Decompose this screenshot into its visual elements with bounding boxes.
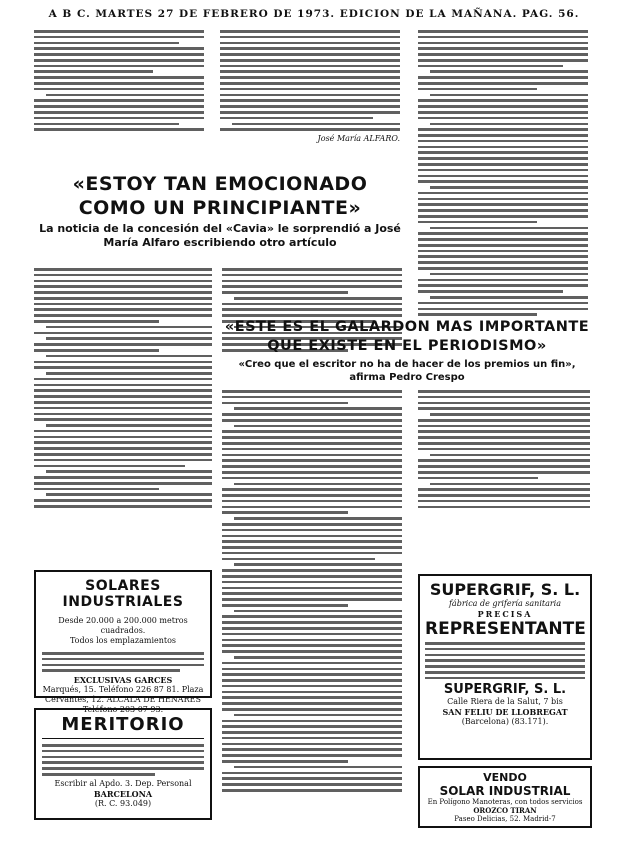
vendo-line3: En Polígono Manoteras, con todos servicios xyxy=(427,798,583,806)
vendo-line1: VENDO xyxy=(483,771,527,784)
solares-company: EXCLUSIVAS GARCES xyxy=(73,675,173,686)
meritorio-title: MERITORIO xyxy=(42,714,204,739)
headline-2: «ESTE ES EL GALARDON MAS IMPORTANTE QUE EXISTE EN EL PERIODISMO» xyxy=(224,319,590,354)
right-column-top xyxy=(418,30,588,319)
solares-phone: Teléfono 203 07 93. xyxy=(82,705,164,715)
page-header: A B C. MARTES 27 DE FEBRERO DE 1973. EDICION DE LA MAÑANA. PAG. 56. xyxy=(48,8,580,20)
supergrif-region: (Barcelona) (83.171). xyxy=(461,717,549,727)
solares-line2: Todos los emplazamientos xyxy=(69,636,177,645)
meritorio-ref: (R. C. 93.049) xyxy=(94,798,152,808)
subhead-2: «Creo que el escritor no ha de hacer de los premios un fin», afirma Pedro Crespo xyxy=(238,359,576,383)
supergrif-subtitle: fábrica de grifería sanitaria xyxy=(448,599,562,608)
ad-meritorio xyxy=(34,708,212,820)
article2-col-middle xyxy=(222,390,402,795)
article1-col-left xyxy=(34,268,212,511)
ad-supergrif xyxy=(418,574,592,760)
top-middle-column xyxy=(220,30,400,143)
solares-address: Marqués, 15. Teléfono 226 87 81. Plaza Cervantes, 12. ALCALA DE HENARES xyxy=(42,685,204,705)
article2-col-right xyxy=(418,390,590,511)
vendo-line2: SOLAR INDUSTRIAL xyxy=(439,784,571,798)
supergrif-city: SAN FELIU DE LLOBREGAT xyxy=(442,707,568,718)
supergrif-needs: PRECISA xyxy=(477,609,533,619)
meritorio-contact: Escribir al Apdo. 3. Dep. Personal xyxy=(54,778,192,788)
meritorio-city: BARCELONA xyxy=(93,788,153,799)
subhead-1: La noticia de la concesión del «Cavia» le sorprendió a José María Alfaro escribiendo otro artículo xyxy=(39,222,401,249)
ad-solares-industriales xyxy=(34,570,212,715)
solares-title: SOLARES INDUSTRIALES xyxy=(62,578,184,610)
byline: José María ALFARO. xyxy=(317,134,400,144)
supergrif-role: REPRESENTANTE xyxy=(425,619,586,639)
solares-line1: Desde 20.000 a 200.000 metros cuadrados. xyxy=(58,616,188,635)
headline-1: «ESTOY TAN EMOCIONADO COMO UN PRINCIPIANTE» xyxy=(72,173,368,219)
supergrif-title: SUPERGRIF, S. L. xyxy=(429,580,581,599)
top-left-column xyxy=(34,30,204,134)
vendo-name: OROZCO TIRAN xyxy=(473,806,537,815)
supergrif-address: Calle Riera de la Salut, 7 bis xyxy=(447,697,563,707)
vendo-address: Paseo Delicias, 52. Madrid-7 xyxy=(454,815,556,823)
supergrif-repeat-name: SUPERGRIF, S. L. xyxy=(443,682,567,698)
ad-vendo-solar xyxy=(418,766,592,828)
